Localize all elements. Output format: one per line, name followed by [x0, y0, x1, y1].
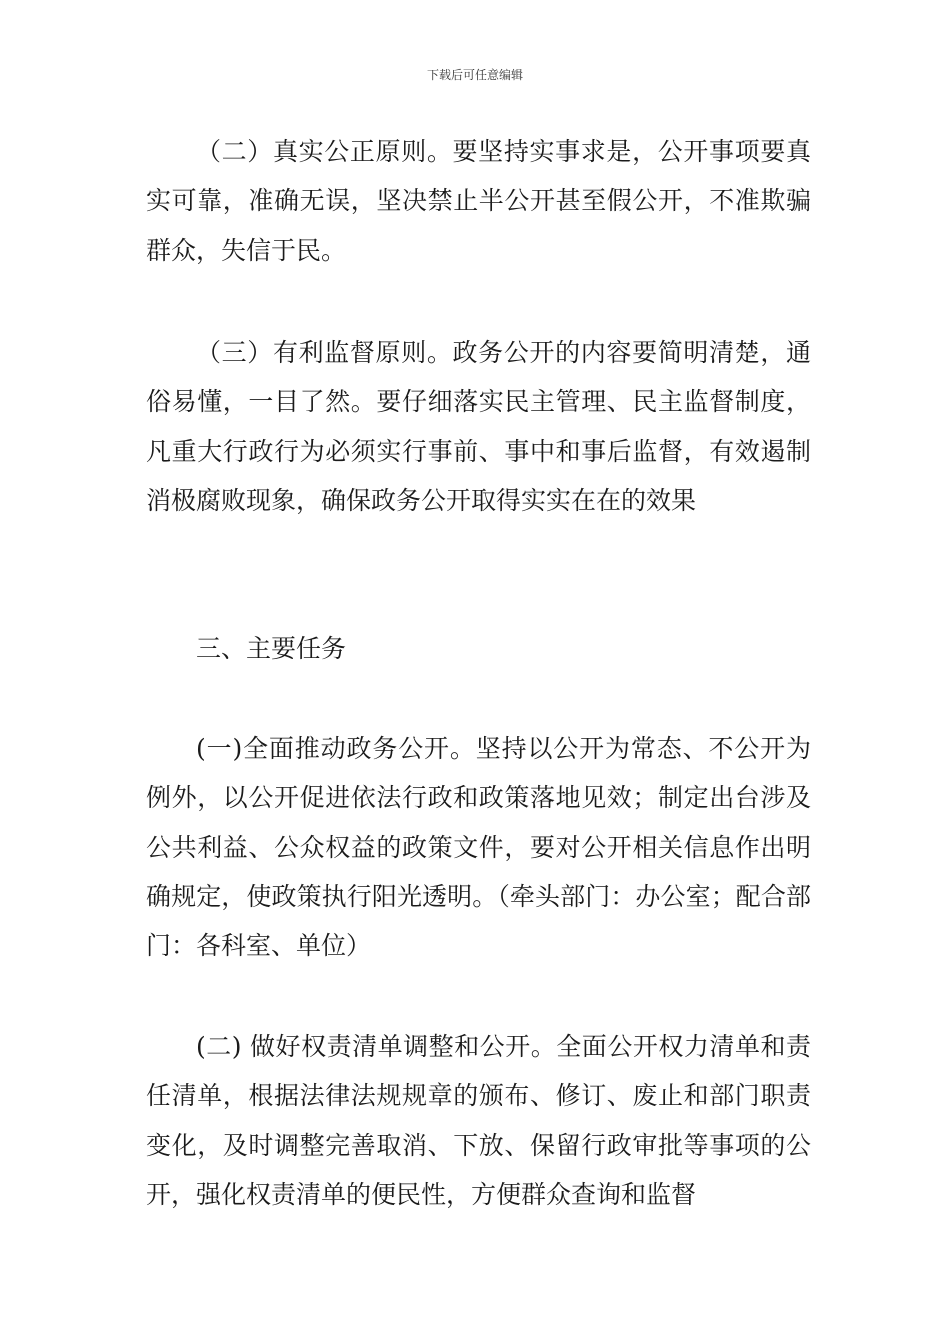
paragraph-supervision-principle: （三）有利监督原则。政务公开的内容要简明清楚，通俗易懂，一目了然。要仔细落实民主管理、民主监督制度，凡重大行政行为必须实行事前、事中和事后监督，有效遏制消极腐败现象，确保政务公开取得实实在在的效果 — [146, 338, 811, 515]
paragraph-task-two: (二) 做好权责清单调整和公开。全面公开权力清单和责任清单，根据法律法规规章的颁布、修订、废止和部门职责变化，及时调整完善取消、下放、保留行政审批等事项的公开，强化权责清单的便民性，方便群众查询和监督 — [146, 1032, 811, 1209]
paragraph-truth-fairness-principle: （二）真实公正原则。要坚持实事求是，公开事项要真实可靠，准确无误，坚决禁止半公开甚至假公开，不准欺骗群众，失信于民。 — [146, 137, 811, 265]
paragraph-task-one: (一)全面推动政务公开。坚持以公开为常态、不公开为例外，以公开促进依法行政和政策落地见效；制定出台涉及公共利益、公众权益的政策文件，要对公开相关信息作出明确规定，使政策执行阳光透明。（牵头部门：办公室；配合部门：各科室、单位） — [146, 734, 811, 961]
section-heading-main-tasks: 三、主要任务 — [196, 634, 347, 663]
page-header: 下载后可任意编辑 — [426, 68, 523, 82]
